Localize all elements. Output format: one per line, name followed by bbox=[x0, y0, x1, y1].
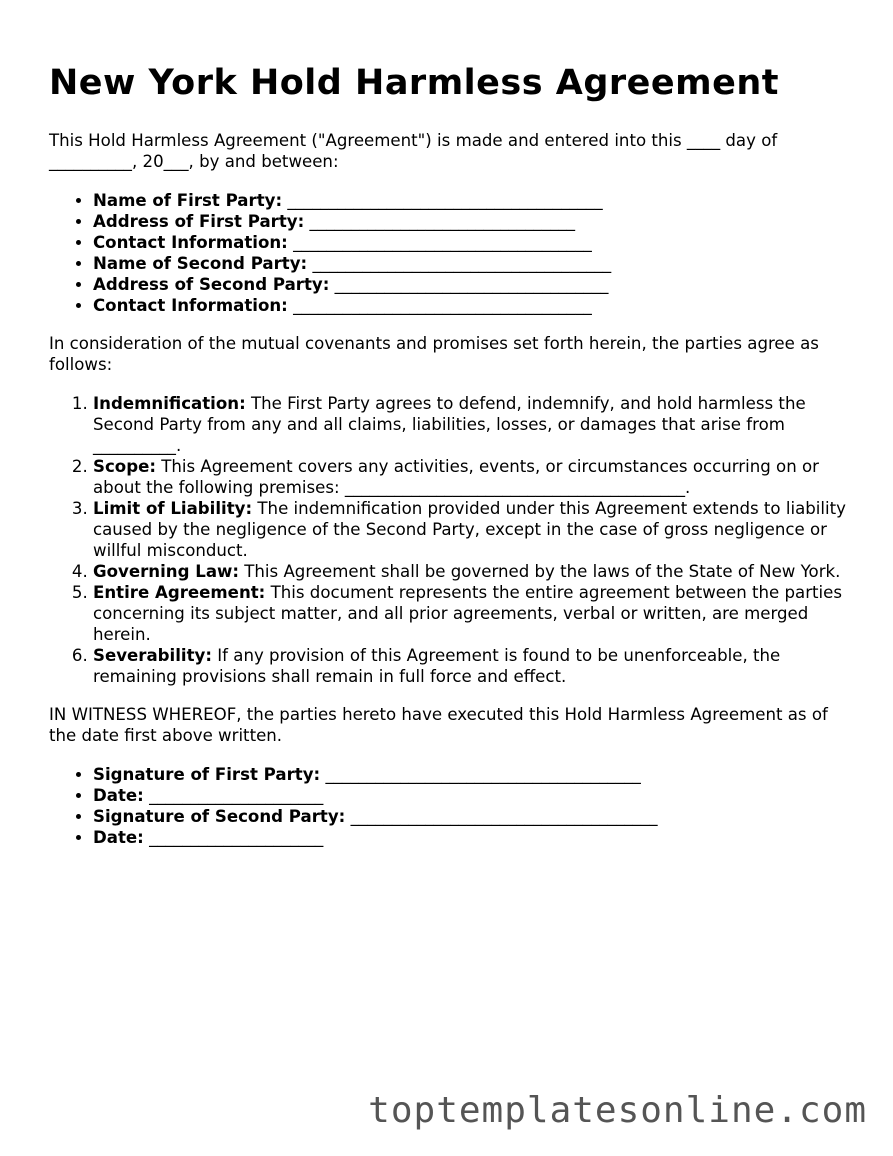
clauses-list bbox=[49, 393, 849, 687]
witness-paragraph: IN WITNESS WHEREOF, the parties hereto have executed this Hold Harmless Agreement as of the date first above written. bbox=[49, 705, 828, 745]
party-fields-list bbox=[49, 190, 849, 316]
clause-heading: Governing Law: bbox=[93, 562, 239, 581]
field-address-first-party bbox=[93, 211, 849, 232]
signature-label: Signature of Second Party: bbox=[93, 807, 346, 826]
clause-text: This Agreement covers any activities, events, or circumstances occurring on or about the following premises: _________________________________________. bbox=[93, 457, 819, 497]
field-blank: ______________________________________ bbox=[287, 191, 603, 210]
clause-entire-agreement bbox=[93, 582, 849, 645]
signature-blank: _____________________________________ bbox=[350, 807, 658, 826]
clause-scope bbox=[93, 456, 849, 498]
signature-label: Date: bbox=[93, 786, 144, 805]
field-blank: ____________________________________ bbox=[293, 296, 592, 315]
clause-heading: Scope: bbox=[93, 457, 156, 476]
field-label: Contact Information: bbox=[93, 233, 288, 252]
consideration-paragraph: In consideration of the mutual covenants and promises set forth herein, the parties agree as follows: bbox=[49, 334, 819, 374]
signature-list bbox=[49, 764, 849, 848]
clause-text: The indemnification provided under this Agreement extends to liability caused by the negligence of the Second Party, except in the case of gross negligence or willful misconduct. bbox=[93, 499, 846, 560]
field-label: Name of First Party: bbox=[93, 191, 283, 210]
clause-text: If any provision of this Agreement is found to be unenforceable, the remaining provisions shall remain in full force and effect. bbox=[93, 646, 781, 686]
field-contact-first-party bbox=[93, 232, 849, 253]
signature-second-party bbox=[93, 806, 849, 827]
field-name-first-party bbox=[93, 190, 849, 211]
clause-text: The First Party agrees to defend, indemnify, and hold harmless the Second Party from any and all claims, liabilities, losses, or damages that arise from __________. bbox=[93, 394, 806, 455]
field-blank: ________________________________ bbox=[309, 212, 576, 231]
date-second-party bbox=[93, 827, 849, 848]
document-title: New York Hold Harmless Agreement bbox=[49, 63, 779, 103]
field-blank: ____________________________________ bbox=[293, 233, 592, 252]
signature-first-party bbox=[93, 764, 849, 785]
field-label: Address of First Party: bbox=[93, 212, 305, 231]
signature-blank: _____________________ bbox=[149, 828, 324, 847]
clause-heading: Severability: bbox=[93, 646, 212, 665]
field-blank: _________________________________ bbox=[334, 275, 609, 294]
field-label: Address of Second Party: bbox=[93, 275, 330, 294]
field-name-second-party bbox=[93, 253, 849, 274]
intro-paragraph: This Hold Harmless Agreement ("Agreement") is made and entered into this ____ day of __________, 20___, by and between: bbox=[49, 131, 778, 171]
clause-indemnification bbox=[93, 393, 849, 456]
clause-heading: Indemnification: bbox=[93, 394, 246, 413]
clause-governing-law bbox=[93, 561, 849, 582]
clause-text: This Agreement shall be governed by the laws of the State of New York. bbox=[244, 562, 841, 581]
field-address-second-party bbox=[93, 274, 849, 295]
watermark: toptemplatesonline.com bbox=[368, 1090, 867, 1131]
clause-limit-of-liability bbox=[93, 498, 849, 561]
field-blank: ____________________________________ bbox=[312, 254, 612, 273]
clause-severability bbox=[93, 645, 849, 687]
date-first-party bbox=[93, 785, 849, 806]
signature-blank: ______________________________________ bbox=[325, 765, 641, 784]
document-page bbox=[49, 62, 849, 848]
field-label: Contact Information: bbox=[93, 296, 288, 315]
clause-heading: Entire Agreement: bbox=[93, 583, 266, 602]
signature-label: Signature of First Party: bbox=[93, 765, 321, 784]
field-contact-second-party bbox=[93, 295, 849, 316]
clause-heading: Limit of Liability: bbox=[93, 499, 253, 518]
signature-blank: _____________________ bbox=[149, 786, 324, 805]
signature-label: Date: bbox=[93, 828, 144, 847]
clause-text: This document represents the entire agreement between the parties concerning its subject matter, and all prior agreements, verbal or written, are merged herein. bbox=[93, 583, 843, 644]
field-label: Name of Second Party: bbox=[93, 254, 308, 273]
